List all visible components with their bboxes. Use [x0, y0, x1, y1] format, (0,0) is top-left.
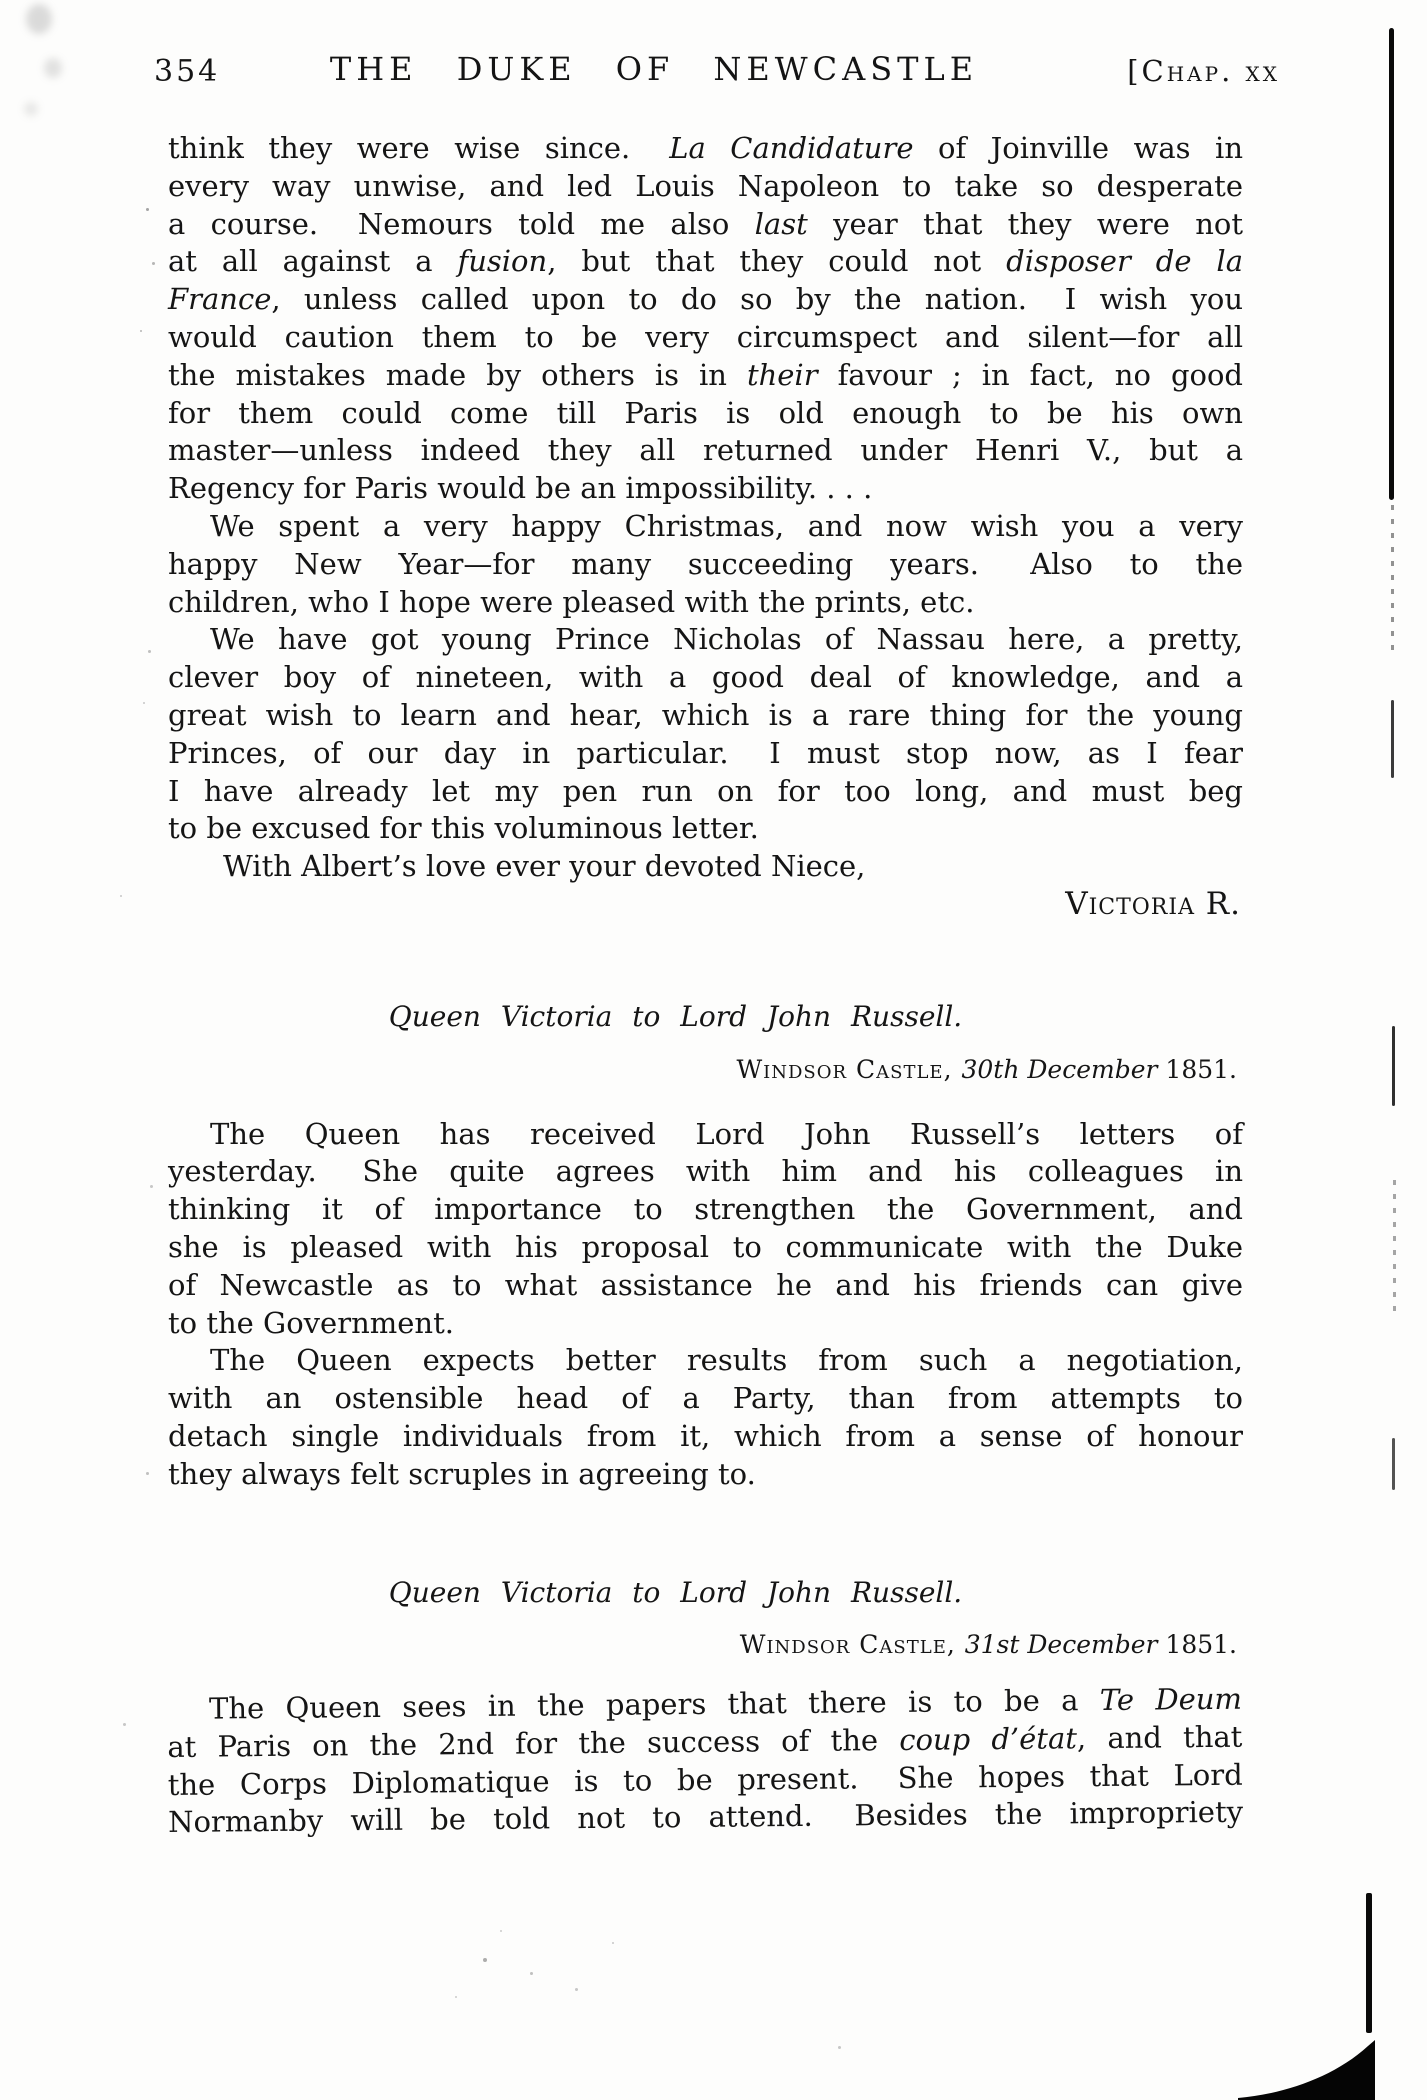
text-segment: year that they were not — [807, 206, 1243, 241]
text-segment: disposer de la — [1006, 244, 1243, 279]
text-line — [168, 168, 1243, 206]
letter-paragraph — [167, 1681, 1243, 1842]
text-line — [168, 1229, 1243, 1267]
letter-paragraph — [168, 621, 1243, 848]
scan-speckle — [152, 262, 155, 265]
letter-paragraph — [168, 508, 1243, 621]
text-line — [168, 470, 1243, 508]
page-curl-mark — [1238, 2038, 1378, 2100]
text-segment: With Albert’s love ever your devoted Niece, — [223, 849, 866, 884]
text-line — [168, 1418, 1243, 1456]
text-segment: detach single individuals from it, which from a sense of honour — [168, 1418, 1243, 1453]
text-line — [168, 621, 1243, 659]
text-line — [168, 319, 1243, 357]
text-line — [168, 1456, 1243, 1494]
scan-edge-line — [1389, 28, 1394, 500]
scan-edge-line — [1392, 1438, 1395, 1490]
signature-victoria-r — [168, 886, 1243, 924]
text-segment: would caution them to be very circumspect and silent—for all — [168, 319, 1243, 354]
text-segment: they always felt scruples in agreeing to. — [168, 1456, 756, 1491]
text-segment: La Candidature — [669, 131, 914, 165]
text-segment: their — [746, 357, 818, 392]
text-segment: yesterday. She quite agrees with him and his colleagues in — [168, 1154, 1243, 1189]
scan-speckle — [455, 1996, 457, 1998]
text-segment: Princes, of our day in particular. I must stop now, as I fear — [168, 735, 1243, 770]
page-content — [168, 130, 1243, 1842]
scan-speckle — [123, 1723, 126, 1726]
letter-heading — [108, 1574, 1243, 1612]
text-segment: great wish to learn and hear, which is a rare thing for the young — [168, 697, 1243, 732]
text-line — [168, 546, 1243, 584]
text-segment: 31st December — [964, 1630, 1166, 1660]
text-segment: The Queen expects better results from such a negotiation, — [210, 1343, 1243, 1378]
text-segment: a course. Nemours told me also — [168, 206, 755, 241]
text-segment: , but that they could not — [547, 244, 1007, 279]
page-number: 354 — [154, 54, 221, 89]
text-segment: every way unwise, and led Louis Napoleon to take so desperate — [168, 168, 1243, 203]
scan-speckle — [140, 330, 142, 332]
text-line — [168, 357, 1243, 395]
text-segment: favour ; in fact, no good — [817, 357, 1243, 392]
text-line — [168, 584, 1243, 622]
text-segment: Te Deum — [1099, 1681, 1243, 1718]
text-line — [168, 773, 1243, 811]
text-line — [168, 697, 1243, 735]
text-segment: The Queen sees in the papers that there is to be a — [208, 1683, 1100, 1726]
scan-speckle — [24, 102, 38, 116]
text-line — [168, 206, 1243, 244]
text-segment: , unless called upon to do so by the nation. I wish you — [271, 282, 1243, 317]
text-segment: coup d’état — [899, 1721, 1078, 1758]
text-segment: to the Government. — [168, 1305, 454, 1340]
scan-edge-line — [1392, 1026, 1395, 1106]
text-segment: We have got young Prince Nicholas of Nassau here, a pretty, — [210, 622, 1243, 657]
text-segment: , and that — [1076, 1719, 1243, 1756]
text-segment: Queen Victoria to Lord John Russell. — [388, 1575, 963, 1609]
scan-speckle — [838, 2046, 841, 2049]
scan-edge-dots — [1393, 1180, 1396, 1315]
scan-speckle — [148, 650, 151, 653]
text-segment: thinking it of importance to strengthen the Government, and — [168, 1192, 1243, 1227]
scan-speckle — [143, 702, 145, 704]
text-segment: think they were wise since. — [168, 131, 670, 165]
scan-speckle — [612, 1942, 614, 1944]
text-segment: the Corps Diplomatique is to be present. She hopes that Lord — [167, 1757, 1243, 1802]
scan-speckle — [44, 58, 62, 78]
text-segment: happy New Year—for many succeeding years. Also to the — [168, 546, 1243, 581]
text-segment: clever boy of nineteen, with a good deal of knowledge, and a — [168, 660, 1243, 695]
scan-edge-line — [1391, 700, 1394, 778]
text-line — [168, 1342, 1243, 1380]
letter-dateline — [168, 1054, 1243, 1086]
text-line — [168, 1267, 1243, 1305]
valediction-line — [168, 848, 1243, 886]
text-segment: We spent a very happy Christmas, and now wish you a very — [210, 508, 1243, 543]
text-segment: of Joinville was in — [913, 131, 1243, 165]
text-segment: of Newcastle as to what assistance he and his friends can give — [168, 1267, 1243, 1302]
text-segment: 1851. — [1165, 1630, 1237, 1660]
text-segment: last — [754, 206, 808, 241]
text-segment: master—unless indeed they all returned under Henri V., but a — [168, 433, 1243, 468]
text-segment: the mistakes made by others is in — [168, 357, 747, 392]
text-line — [168, 281, 1243, 319]
text-segment: for them could come till Paris is old enough to be his own — [168, 395, 1243, 430]
scan-speckle — [26, 4, 52, 34]
letter-dateline — [168, 1629, 1243, 1661]
letter-paragraph — [168, 130, 1243, 508]
letter-paragraph — [168, 1116, 1243, 1343]
scan-speckle — [575, 1988, 578, 1991]
text-line — [168, 1116, 1243, 1154]
page-header — [154, 50, 1280, 94]
text-segment: she is pleased with his proposal to communicate with the Duke — [168, 1229, 1243, 1264]
scan-speckle — [150, 1185, 153, 1188]
text-segment: to be excused for this voluminous letter. — [168, 811, 759, 846]
text-segment: children, who I hope were pleased with the prints, etc. — [168, 584, 975, 619]
text-line — [168, 243, 1243, 281]
chapter-label: [Chap. xx — [1127, 54, 1280, 88]
text-segment: with an ostensible head of a Party, than from attempts to — [168, 1381, 1243, 1416]
running-title: THE DUKE OF NEWCASTLE — [329, 50, 979, 88]
text-line — [168, 659, 1243, 697]
scan-speckle — [146, 1472, 149, 1475]
text-segment: at all against a — [168, 244, 458, 279]
scan-speckle — [483, 1958, 487, 1962]
text-line — [168, 1305, 1243, 1343]
text-segment: I have already let my pen run on for too long, and must beg — [168, 773, 1243, 808]
text-segment: 30th December — [961, 1054, 1166, 1084]
scan-edge-dots — [1391, 505, 1394, 655]
text-line — [168, 1153, 1243, 1191]
letter-paragraph — [168, 1342, 1243, 1493]
text-line — [168, 1380, 1243, 1418]
text-segment: Queen Victoria to Lord John Russell. — [388, 999, 963, 1033]
scan-edge-line — [1366, 1893, 1372, 2033]
scan-speckle — [120, 895, 122, 897]
scan-speckle — [500, 1930, 502, 1932]
text-segment: 1851. — [1165, 1054, 1237, 1084]
text-line — [168, 130, 1243, 168]
text-line — [168, 1191, 1243, 1229]
text-line — [168, 810, 1243, 848]
text-segment: Windsor Castle, — [739, 1630, 965, 1660]
scan-speckle — [146, 208, 149, 211]
text-line — [168, 508, 1243, 546]
text-line — [168, 395, 1243, 433]
text-segment: Normanby will be told not to attend. Besides the impropriety — [167, 1795, 1244, 1840]
text-segment: Regency for Paris would be an impossibility. . . . — [168, 471, 873, 506]
text-segment: France — [168, 282, 272, 317]
text-segment: The Queen has received Lord John Russell’s letters of — [210, 1116, 1243, 1151]
text-line — [168, 432, 1243, 470]
text-segment: fusion — [457, 244, 548, 279]
text-segment: Victoria R. — [1065, 885, 1241, 922]
scan-speckle — [530, 1972, 533, 1975]
text-segment: at Paris on the 2nd for the success of the — [167, 1723, 900, 1765]
text-line — [168, 735, 1243, 773]
text-segment: Windsor Castle, — [736, 1054, 962, 1084]
letter-heading — [108, 998, 1243, 1036]
